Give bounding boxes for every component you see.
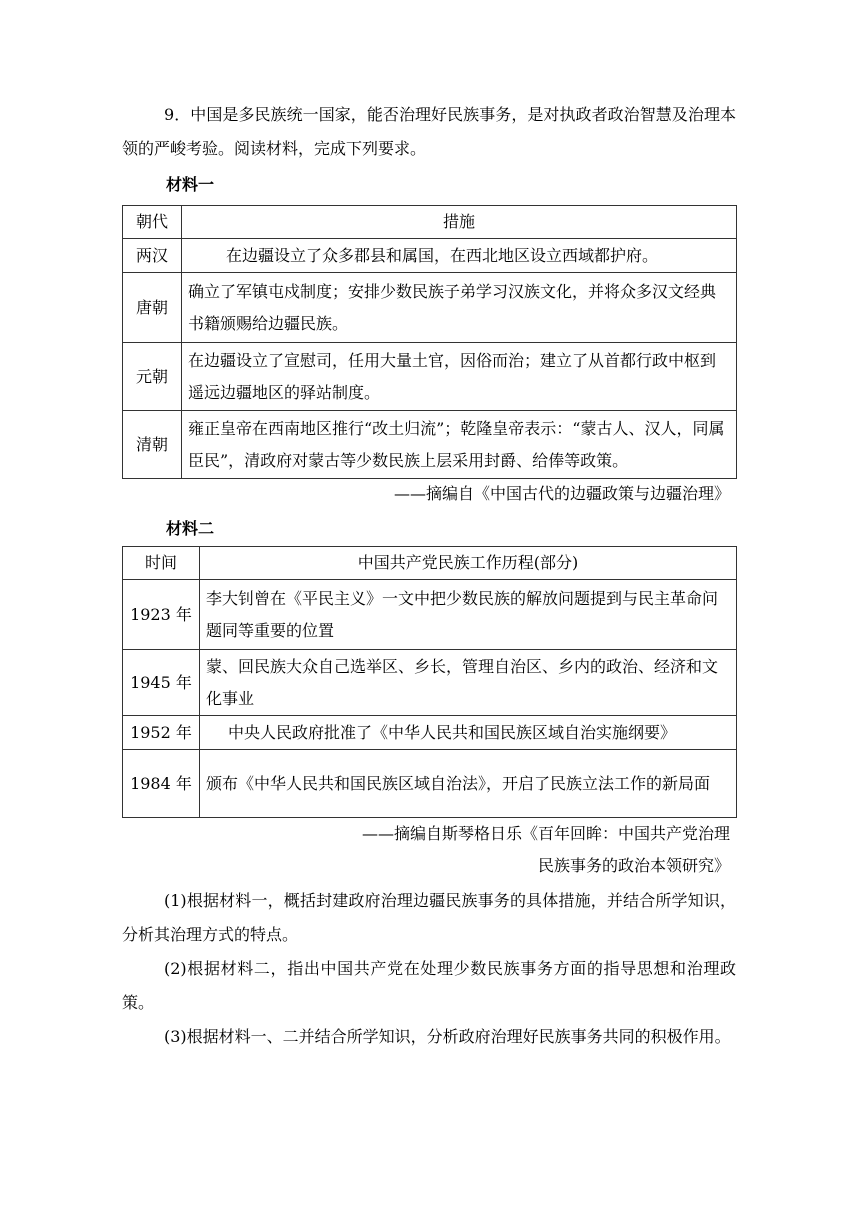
- material2-table: [122, 546, 737, 818]
- table-header-row: [123, 547, 737, 580]
- event-cell: 颁布《中华人民共和国民族区域自治法》，开启了民族立法工作的新局面: [199, 750, 736, 818]
- era-cell: 两汉: [123, 239, 182, 273]
- task-2: (2)根据材料二，指出中国共产党在处理少数民族事务方面的指导思想和治理政策。: [122, 959, 736, 1012]
- era-cell: 清朝: [123, 411, 182, 479]
- header-time: 时间: [123, 547, 200, 580]
- year-cell: 1952 年: [123, 716, 200, 750]
- material1-source: ——摘编自《中国古代的边疆政策与边疆治理》: [393, 484, 730, 503]
- table-row: [123, 716, 737, 750]
- header-history: 中国共产党民族工作历程(部分): [199, 547, 736, 580]
- table-row: [123, 343, 737, 411]
- measure-cell: 确立了军镇屯戍制度；安排少数民族子弟学习汉族文化，并将众多汉文经典书籍颁赐给边疆民族。: [181, 273, 736, 343]
- header-measures: 措施: [181, 206, 736, 239]
- event-cell: 李大钊曾在《平民主义》一文中把少数民族的解放问题提到与民主革命问题同等重要的位置: [199, 580, 736, 650]
- table-row: [123, 273, 737, 343]
- table-row: [123, 650, 737, 716]
- era-cell: 唐朝: [123, 273, 182, 343]
- material1-label: 材料一: [166, 175, 215, 194]
- measure-cell: 雍正皇帝在西南地区推行“改土归流”；乾隆皇帝表示：“蒙古人、汉人，同属臣民”，清政府对蒙古等少数民族上层采用封爵、给俸等政策。: [181, 411, 736, 479]
- task-1: (1)根据材料一，概括封建政府治理边疆民族事务的具体措施，并结合所学知识，分析其治理方式的特点。: [122, 891, 736, 944]
- task-3: (3)根据材料一、二并结合所学知识，分析政府治理好民族事务共同的积极作用。: [164, 1027, 731, 1046]
- year-cell: 1923 年: [123, 580, 200, 650]
- year-cell: 1984 年: [123, 750, 200, 818]
- table-row: [123, 750, 737, 818]
- table-row: [123, 580, 737, 650]
- table-header-row: [123, 206, 737, 239]
- era-cell: 元朝: [123, 343, 182, 411]
- material1-table: [122, 205, 737, 479]
- measure-cell: 在边疆设立了众多郡县和属国，在西北地区设立西域都护府。: [181, 239, 736, 273]
- question-intro: 9．中国是多民族统一国家，能否治理好民族事务，是对执政者政治智慧及治理本领的严峻考验。阅读材料，完成下列要求。: [122, 105, 736, 158]
- event-cell: 蒙、回民族大众自己选举区、乡长，管理自治区、乡内的政治、经济和文化事业: [199, 650, 736, 716]
- table-row: [123, 411, 737, 479]
- measure-cell: 在边疆设立了宣慰司，任用大量土官，因俗而治；建立了从首都行政中枢到遥远边疆地区的驿站制度。: [181, 343, 736, 411]
- material2-source-line2: 民族事务的政治本领研究》: [537, 856, 730, 875]
- year-cell: 1945 年: [123, 650, 200, 716]
- material2-label: 材料二: [166, 519, 215, 538]
- material2-source-line1: ——摘编自斯琴格日乐《百年回眸：中国共产党治理: [361, 824, 730, 843]
- table-row: [123, 239, 737, 273]
- header-era: 朝代: [123, 206, 182, 239]
- event-cell: 中央人民政府批准了《中华人民共和国民族区域自治实施纲要》: [199, 716, 736, 750]
